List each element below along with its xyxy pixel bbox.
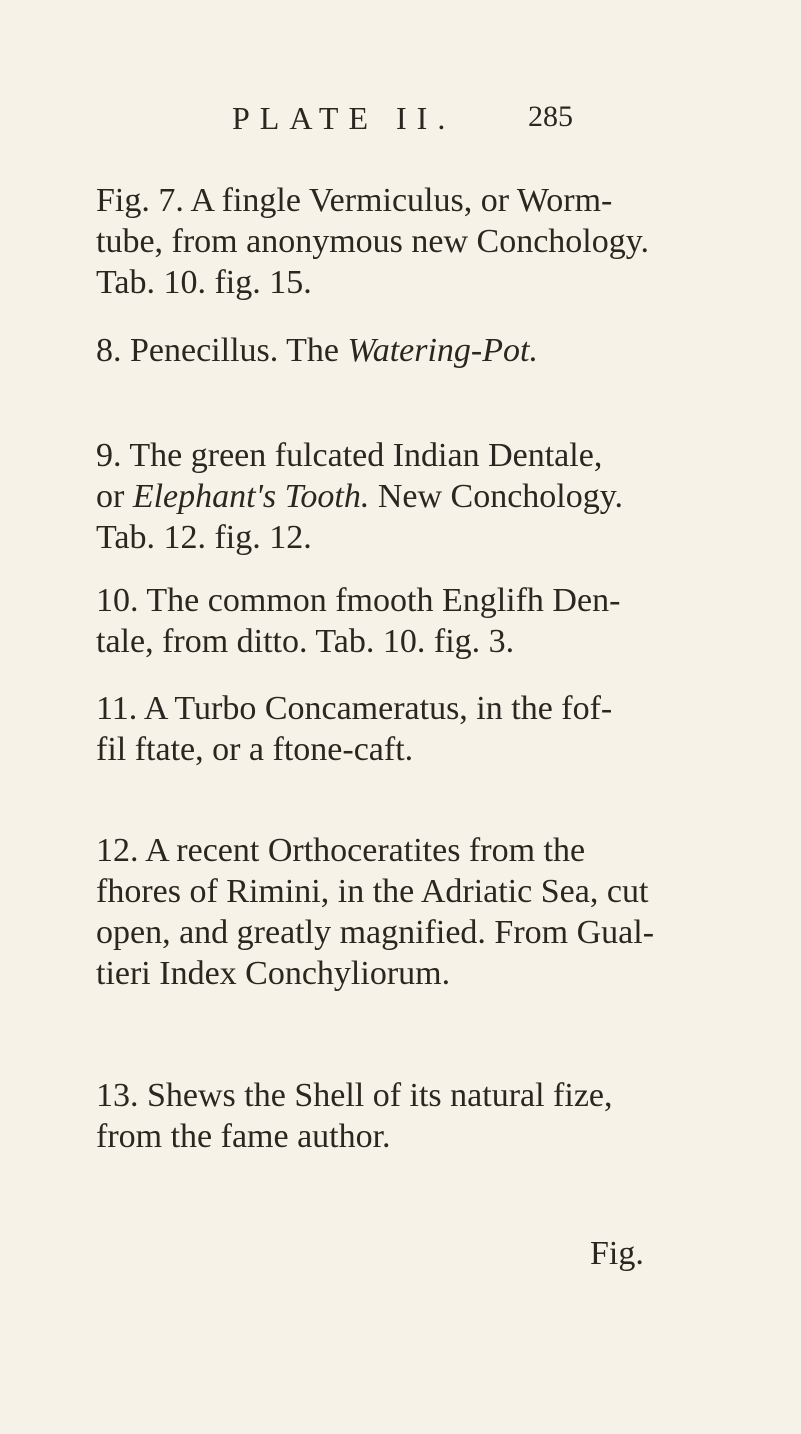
- entry-text: 8. Penecillus. The: [96, 332, 348, 369]
- entry-italic: Elephant's Tooth.: [132, 478, 370, 515]
- entry-line: tieri Index Conchyliorum.: [96, 955, 451, 992]
- entry-fig-8: [96, 330, 736, 371]
- entry-line: 12. A recent Orthoceratites from the: [96, 832, 586, 869]
- entry-line: Tab. 10. fig. 15.: [96, 264, 312, 301]
- entry-line: [96, 476, 736, 517]
- page-number: 285: [528, 100, 573, 133]
- entry-fig-12: [96, 830, 736, 994]
- catchword: Fig.: [590, 1235, 644, 1272]
- entry-line: Fig. 7. A fingle Vermiculus, or Worm-: [96, 182, 613, 219]
- entry-line: 13. Shews the Shell of its natural fize,: [96, 1077, 613, 1114]
- entry-text: New Conchology.: [369, 478, 624, 515]
- entry-line: [96, 330, 736, 371]
- entry-line: tube, from anonymous new Conchology.: [96, 223, 650, 260]
- entry-line: 10. The common fmooth Englifh Den-: [96, 582, 621, 619]
- entry-line: 9. The green fulcated Indian Dentale,: [96, 437, 603, 474]
- entry-line: Tab. 12. fig. 12.: [96, 519, 312, 556]
- entry-fig-11: [96, 688, 736, 770]
- entry-line: fhores of Rimini, in the Adriatic Sea, cut: [96, 873, 649, 910]
- entry-fig-13: [96, 1075, 736, 1157]
- entry-fig-7: [96, 180, 736, 303]
- entry-text: or: [96, 478, 133, 515]
- entry-fig-9: [96, 435, 736, 558]
- entry-line: from the fame author.: [96, 1118, 391, 1155]
- running-header: [0, 100, 801, 150]
- entry-line: 11. A Turbo Concameratus, in the fof-: [96, 690, 613, 727]
- entry-italic: Watering-Pot.: [347, 332, 538, 369]
- entry-fig-10: [96, 580, 736, 662]
- entry-line: fil ftate, or a ftone-caft.: [96, 731, 414, 768]
- entry-line: open, and greatly magnified. From Gual-: [96, 914, 655, 951]
- plate-title: PLATE II.: [232, 100, 456, 136]
- entry-line: tale, from ditto. Tab. 10. fig. 3.: [96, 623, 515, 660]
